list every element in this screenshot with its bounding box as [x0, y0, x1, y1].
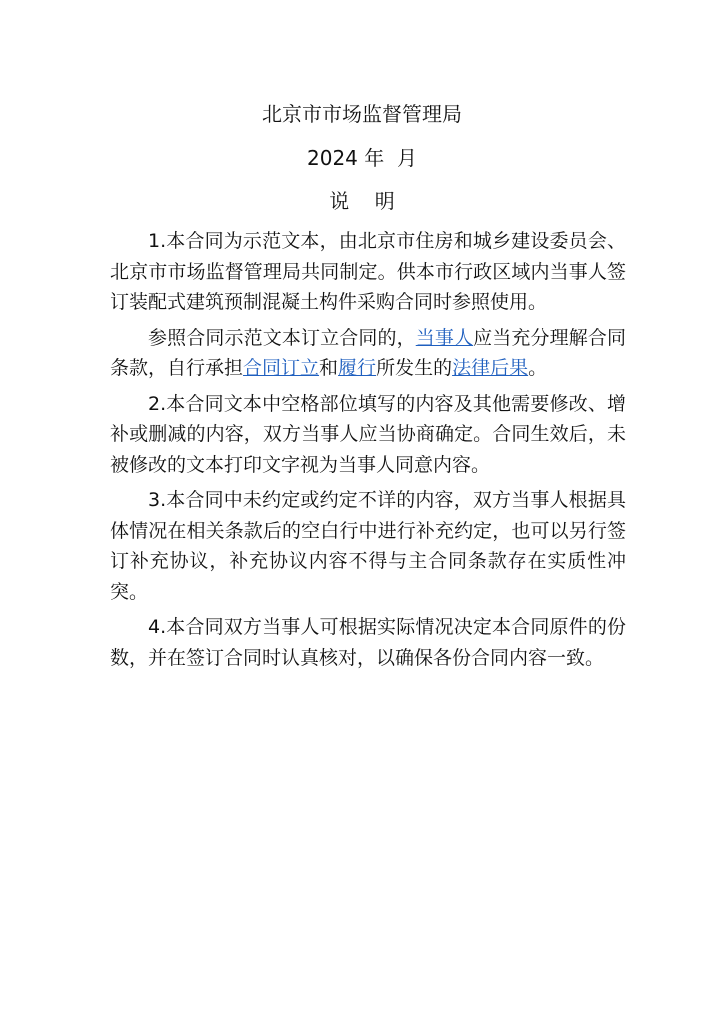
link-contract-conclusion[interactable]: 合同订立 [243, 357, 320, 379]
paragraph-2-text-4: 所发生的 [376, 357, 453, 379]
link-legal-consequences[interactable]: 法律后果 [452, 357, 529, 379]
issuing-organization: 北京市市场监督管理局 [262, 102, 462, 126]
paragraph-2-text-2: 应当充分理解合同条款，自行承担 [110, 326, 626, 379]
paragraph-2-text-1: 参照合同示范文本订立合同的， [148, 326, 416, 349]
paragraph-5: 4.本合同双方当事人可根据实际情况决定本合同原件的份数，并在签订合同时认真核对，以确保各份合同内容一致。 [110, 616, 626, 669]
paragraph-3: 2.本合同文本中空格部位填写的内容及其他需要修改、增补或删减的内容，双方当事人应当协商确定。合同生效后，未被修改的文本打印文字视为当事人同意内容。 [110, 392, 626, 476]
paragraph-2 [110, 323, 626, 384]
paragraph-2-text-5: 。 [528, 357, 548, 379]
paragraph-2-text-3: 和 [319, 357, 339, 379]
paragraph-4: 3.本合同中未约定或约定不详的内容，双方当事人根据具体情况在相关条款后的空白行中进行补充约定，也可以另行签订补充协议，补充协议内容不得与主合同条款存在实质性冲突。 [110, 489, 626, 603]
section-title: 说 明 [329, 189, 395, 213]
link-party[interactable]: 当事人 [415, 326, 474, 349]
issue-date: 2024 年 月 [307, 146, 417, 170]
link-performance[interactable]: 履行 [338, 357, 377, 379]
paragraph-1: 1.本合同为示范文本，由北京市住房和城乡建设委员会、北京市市场监督管理局共同制定。供本市行政区域内当事人签订装配式建筑预制混凝土构件采购合同时参照使用。 [110, 230, 626, 313]
instructions-body [110, 226, 626, 678]
